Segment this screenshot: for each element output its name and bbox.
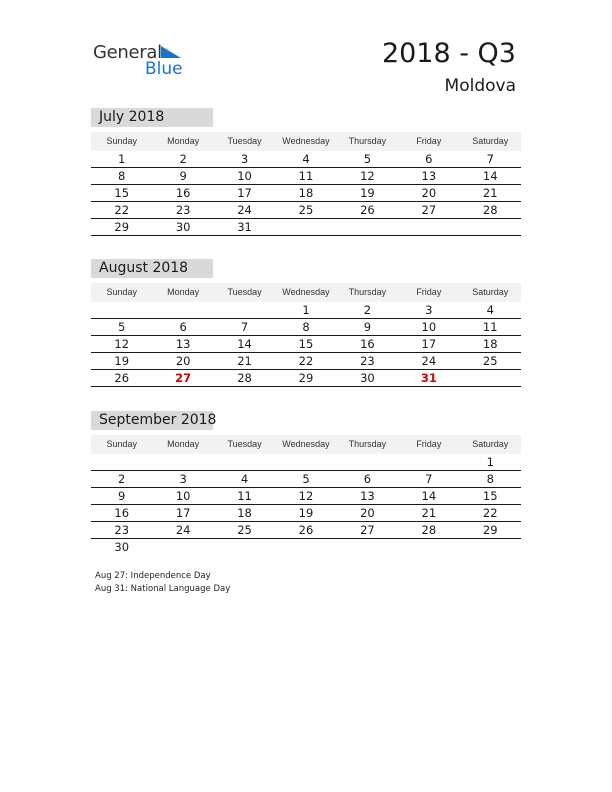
weekday-label: Monday (167, 287, 200, 297)
week-row (91, 505, 521, 522)
weekday-label: Wednesday (282, 287, 330, 297)
day-cell: 15 (298, 337, 314, 351)
day-cell (152, 302, 213, 318)
week-row (91, 353, 521, 370)
weekday-label: Sunday (106, 439, 137, 449)
day-cell: 31 (237, 220, 252, 234)
day-cell (214, 539, 275, 555)
week-row (91, 488, 521, 505)
day-cell (214, 454, 275, 470)
day-cell: 7 (425, 472, 433, 486)
day-cell (460, 370, 521, 386)
day-cell: 12 (360, 169, 375, 183)
day-cell: 27 (421, 203, 437, 217)
day-cell: 21 (421, 506, 437, 520)
day-cell (337, 539, 398, 555)
week-row (91, 522, 521, 539)
week-row (91, 454, 521, 471)
day-cell: 11 (237, 489, 252, 503)
day-cell: 22 (114, 203, 130, 217)
day-cell: 16 (175, 186, 191, 200)
day-cell: 2 (118, 472, 126, 486)
day-cell: 3 (179, 472, 187, 486)
weekday-label: Monday (167, 136, 200, 146)
day-cell: 1 (302, 303, 310, 317)
day-cell (460, 539, 521, 555)
day-cell: 16 (360, 337, 375, 351)
day-cell: 16 (114, 506, 130, 520)
day-cell: 17 (175, 506, 191, 520)
day-cell: 9 (179, 169, 187, 183)
month-title: September 2018 (91, 411, 213, 430)
day-cell: 15 (114, 186, 130, 200)
day-cell: 30 (114, 540, 130, 554)
day-cell (275, 539, 336, 555)
day-cell: 5 (302, 472, 310, 486)
day-cell: 10 (421, 320, 437, 334)
day-cell (275, 454, 336, 470)
day-cell: 29 (298, 371, 314, 385)
day-cell: 5 (363, 152, 372, 166)
weekday-label: Tuesday (227, 287, 262, 297)
logo-triangle-icon (161, 46, 181, 58)
day-cell: 9 (118, 489, 126, 503)
day-cell (275, 219, 336, 235)
day-cell: 25 (482, 354, 498, 368)
day-cell: 23 (360, 354, 375, 368)
weekday-header (91, 283, 521, 302)
holiday-notes (95, 570, 230, 596)
day-cell: 19 (360, 186, 375, 200)
week-row (91, 319, 521, 336)
day-cell: 6 (363, 472, 372, 486)
day-cell: 12 (114, 337, 130, 351)
day-cell: 28 (482, 203, 498, 217)
weekday-label: Thursday (348, 287, 387, 297)
day-cell: 7 (486, 152, 494, 166)
day-cell: 13 (360, 489, 375, 503)
holiday-day-cell: 31 (420, 371, 437, 385)
day-cell (91, 454, 152, 470)
day-cell: 27 (360, 523, 375, 537)
day-cell (91, 302, 152, 318)
day-cell: 22 (482, 506, 498, 520)
day-cell: 24 (237, 203, 252, 217)
week-row (91, 336, 521, 353)
day-cell: 20 (421, 186, 437, 200)
day-cell: 13 (175, 337, 191, 351)
day-cell: 20 (175, 354, 191, 368)
day-cell: 2 (363, 303, 372, 317)
weekday-label: Saturday (472, 287, 509, 297)
day-cell: 28 (421, 523, 437, 537)
day-cell: 8 (486, 472, 494, 486)
day-cell (398, 219, 459, 235)
weekday-label: Friday (416, 287, 442, 297)
day-cell: 30 (175, 220, 191, 234)
day-cell: 19 (298, 506, 314, 520)
weekday-label: Sunday (106, 287, 137, 297)
day-cell: 18 (298, 186, 314, 200)
day-cell (214, 302, 275, 318)
weekday-label: Wednesday (282, 136, 330, 146)
day-cell: 3 (240, 152, 249, 166)
week-row (91, 370, 521, 387)
logo-blue-text: Blue (145, 59, 183, 79)
day-cell: 21 (237, 354, 252, 368)
weekday-label: Tuesday (227, 439, 262, 449)
general-blue-logo (93, 40, 193, 80)
day-cell: 17 (237, 186, 252, 200)
day-cell (152, 539, 213, 555)
holiday-day-cell: 27 (175, 371, 192, 385)
week-row (91, 151, 521, 168)
day-cell: 7 (240, 320, 249, 334)
day-cell: 8 (302, 320, 310, 334)
weekday-label: Thursday (348, 136, 387, 146)
logo-general-text: General (93, 42, 162, 63)
day-cell: 5 (118, 320, 126, 334)
day-cell: 25 (237, 523, 252, 537)
week-row (91, 302, 521, 319)
day-cell: 11 (298, 169, 314, 183)
day-cell (460, 219, 521, 235)
day-cell: 24 (421, 354, 437, 368)
weekday-label: Tuesday (227, 136, 262, 146)
weekday-label: Friday (416, 136, 442, 146)
month-title: August 2018 (91, 259, 213, 278)
weekday-label: Saturday (472, 439, 509, 449)
weekday-header (91, 132, 521, 151)
week-row (91, 202, 521, 219)
day-cell: 6 (179, 320, 187, 334)
day-cell: 22 (298, 354, 314, 368)
day-cell: 1 (486, 455, 494, 469)
day-cell: 13 (421, 169, 437, 183)
day-cell: 9 (363, 320, 372, 334)
day-cell: 1 (118, 152, 126, 166)
week-row (91, 219, 521, 236)
country-name: Moldova (444, 76, 516, 96)
day-cell: 4 (240, 472, 249, 486)
weekday-label: Wednesday (282, 439, 330, 449)
week-row (91, 185, 521, 202)
day-cell: 30 (360, 371, 375, 385)
day-cell: 21 (482, 186, 498, 200)
week-row (91, 539, 521, 555)
day-cell (398, 454, 459, 470)
weekday-header (91, 435, 521, 454)
day-cell: 26 (360, 203, 375, 217)
day-cell: 18 (237, 506, 252, 520)
day-cell (152, 454, 213, 470)
weekday-label: Saturday (472, 136, 509, 146)
week-row (91, 471, 521, 488)
day-cell: 18 (482, 337, 498, 351)
holiday-note: Aug 31: National Language Day (95, 584, 231, 594)
day-cell: 20 (360, 506, 375, 520)
day-cell: 19 (114, 354, 130, 368)
day-cell: 24 (175, 523, 191, 537)
month-july (91, 108, 521, 236)
day-cell: 26 (298, 523, 314, 537)
day-cell: 23 (175, 203, 191, 217)
day-cell (337, 454, 398, 470)
day-cell: 4 (486, 303, 494, 317)
weekday-label: Sunday (106, 136, 137, 146)
day-cell: 17 (421, 337, 437, 351)
day-cell: 14 (421, 489, 437, 503)
day-cell: 12 (298, 489, 314, 503)
day-cell: 14 (482, 169, 498, 183)
day-cell: 15 (482, 489, 498, 503)
month-august (91, 259, 521, 387)
day-cell: 11 (482, 320, 498, 334)
weekday-label: Thursday (348, 439, 387, 449)
day-cell: 4 (302, 152, 310, 166)
holiday-note: Aug 27: Independence Day (95, 571, 211, 581)
day-cell: 2 (179, 152, 187, 166)
month-title: July 2018 (91, 108, 213, 127)
day-cell: 10 (237, 169, 252, 183)
day-cell (337, 219, 398, 235)
month-september (91, 411, 521, 555)
day-cell: 26 (114, 371, 130, 385)
weekday-label: Monday (167, 439, 200, 449)
day-cell: 10 (175, 489, 191, 503)
day-cell: 6 (425, 152, 433, 166)
page-title: 2018 - Q3 (381, 38, 516, 69)
day-cell: 29 (114, 220, 130, 234)
day-cell: 3 (425, 303, 433, 317)
day-cell: 29 (482, 523, 498, 537)
weekday-label: Friday (416, 439, 442, 449)
day-cell: 8 (118, 169, 126, 183)
day-cell (398, 539, 459, 555)
day-cell: 14 (237, 337, 252, 351)
day-cell: 28 (237, 371, 252, 385)
day-cell: 25 (298, 203, 314, 217)
week-row (91, 168, 521, 185)
day-cell: 23 (114, 523, 130, 537)
